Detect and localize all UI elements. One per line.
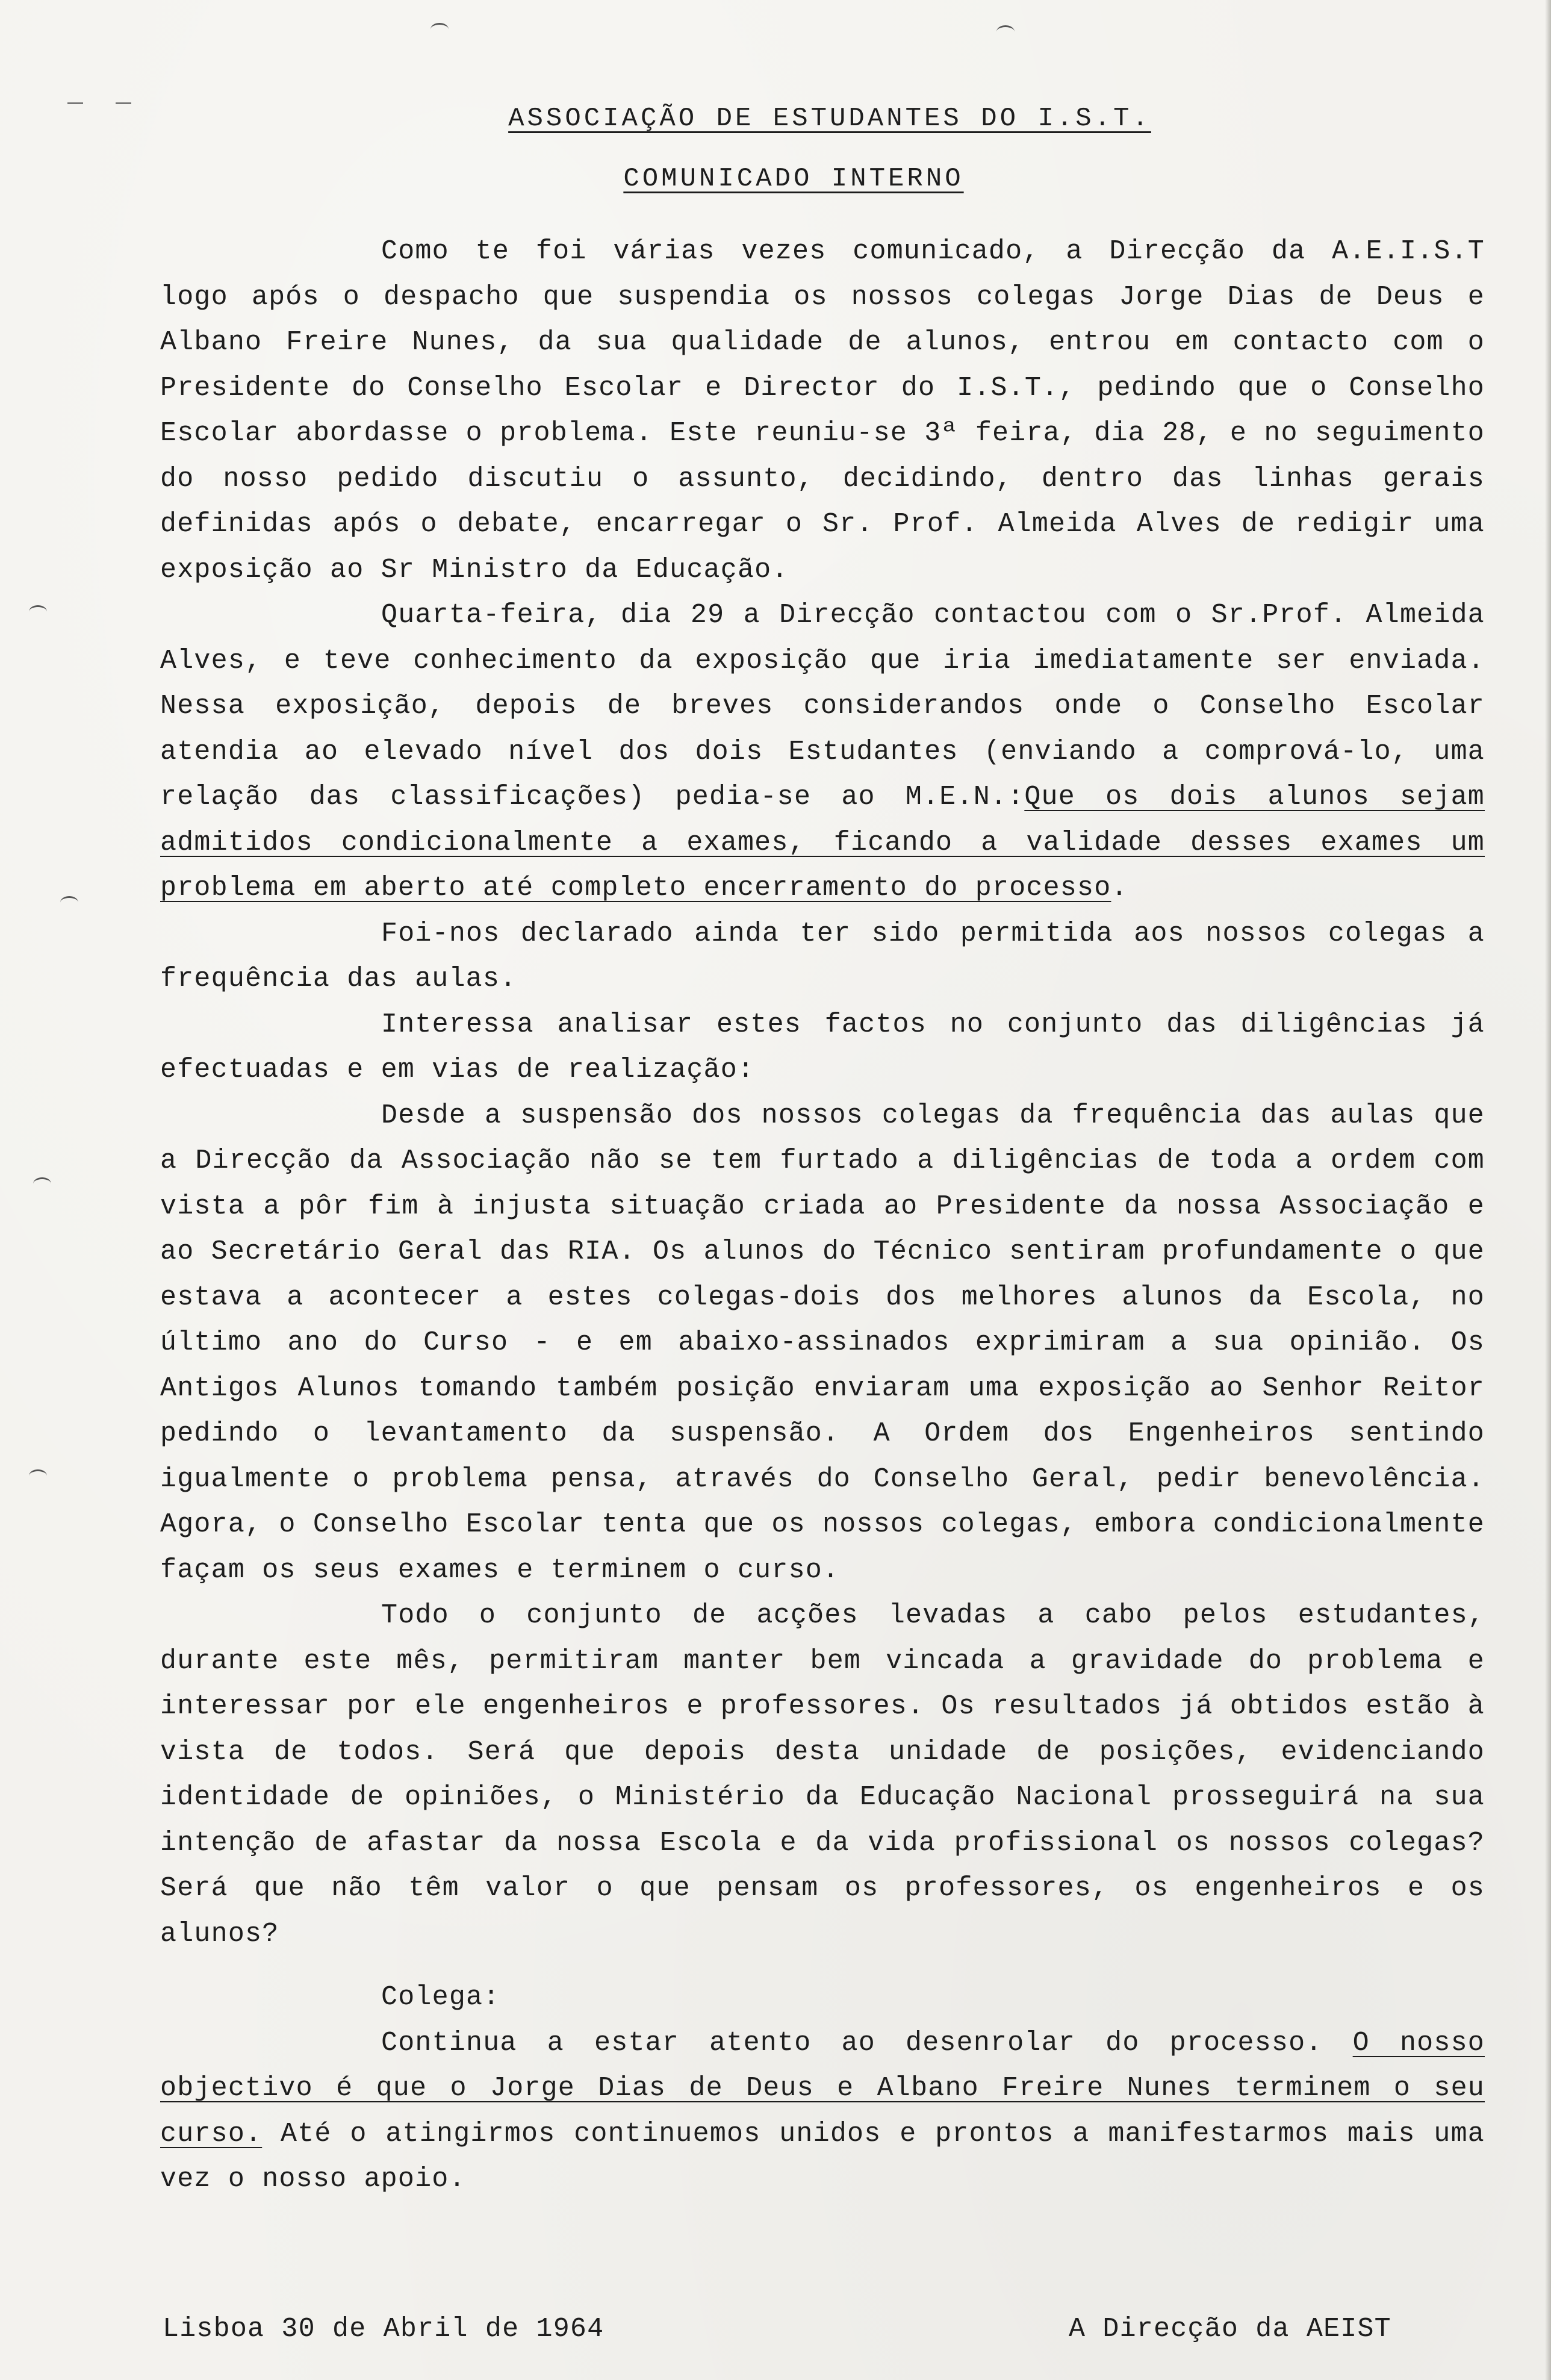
paragraph-7-lead: Continua a estar atento ao desenrolar do processo. (381, 2027, 1323, 2058)
paragraph-7 (160, 2020, 1485, 2202)
document-body (160, 229, 1485, 2202)
paragraph-6: Todo o conjunto de acções levadas a cabo pelos estudantes, durante este mês, permitiram manter bem vincada a gravidade do problema e interessar por ele engenheiros e professores. Os resultados já obtidos estão à vista de todos. Será que depois desta unidade de posições, evidenciando identidade de opiniões, o Ministério da Educação Nacional prosseguirá na sua intenção de afastar da nossa Escola e da vida profissional os nossos colegas? Será que não têm valor o que pensam os professores, os engenheiros e os alunos? (160, 1600, 1485, 1949)
scan-mark (29, 605, 47, 618)
scan-mark (29, 1469, 47, 1482)
scan-mark (60, 896, 78, 909)
scan-mark (67, 102, 83, 104)
document-title: ASSOCIAÇÃO DE ESTUDANTES DO I.S.T. (508, 104, 1151, 134)
paragraph-2 (160, 593, 1485, 911)
paragraph-4: Interessa analisar estes factos no conjunto das diligências já efectuadas e em vias de realização: (160, 1009, 1485, 1085)
scan-mark (430, 23, 449, 36)
signature: A Direcção da AEIST (1069, 2314, 1391, 2344)
scan-mark (996, 25, 1015, 38)
paragraph-7-end: Até o atingirmos continuemos unidos e prontos a manifestarmos mais uma vez o nosso apoio. (160, 2118, 1485, 2195)
date-line: Lisboa 30 de Abril de 1964 (163, 2314, 605, 2344)
scan-mark (33, 1177, 51, 1190)
paragraph-5: Desde a suspensão dos nossos colegas da frequência das aulas que a Direcção da Associação não se tem furtado a diligências de toda a ordem com vista a pôr fim à injusta situação criada ao Presidente da nossa Associação e ao Secretário Geral das RIA. Os alunos do Técnico sentiram profundamente o que estava a acontecer a estes colegas-dois dos melhores alunos da Escola, no último ano do Curso - e em abaixo-assinados exprimiram a sua opinião. Os Antigos Alunos tomando também posição enviaram uma exposição ao Senhor Reitor pedindo o levantamento da suspensão. A Ordem dos Engenheiros sentindo igualmente o problema pensa, através do Conselho Geral, pedir benevolência. Agora, o Conselho Escolar tenta que os nossos colegas, embora condicionalmente façam os seus exames e terminem o curso. (160, 1100, 1485, 1586)
salutation: Colega: (381, 1982, 500, 2013)
paragraph-2-end: . (1111, 873, 1128, 903)
paragraph-2-underlined: Que os dois alunos sejam admitidos condicionalmente a exames, ficando a validade desses exames um problema em aberto até completo encerramento do processo (160, 782, 1485, 903)
page-edge-shadow (1545, 0, 1551, 2380)
paragraph-1: Como te foi várias vezes comunicado, a Direcção da A.E.I.S.T logo após o despacho que suspendia os nossos colegas Jorge Dias de Deus e Albano Freire Nunes, da sua qualidade de alunos, entrou em contacto com o Presidente do Conselho Escolar e Director do I.S.T., pedindo que o Conselho Escolar abordasse o problema. Este reuniu-se 3ª feira, dia 28, e no seguimento do nosso pedido discutiu o assunto, decidindo, dentro das linhas gerais definidas após o debate, encarregar o Sr. Prof. Almeida Alves de redigir uma exposição ao Sr Ministro da Educação. (160, 236, 1485, 585)
document-subtitle: COMUNICADO INTERNO (623, 164, 964, 194)
paragraph-7-underlined: O nosso objectivo é que o Jorge Dias de Deus e Albano Freire Nunes terminem o seu curso. (160, 2027, 1485, 2149)
paragraph-2-lead: Quarta-feira, dia 29 a Direcção contactou com o Sr.Prof. Almeida Alves, e teve conhecimento da exposição que iria imediatamente ser enviada. Nessa exposição, depois de breves considerandos onde o Conselho Escolar atendia ao elevado nível dos dois Estudantes (enviando a comprová-lo, uma relação das classificações) pedia-se ao M.E.N.: (160, 600, 1485, 812)
paragraph-3: Foi-nos declarado ainda ter sido permitida aos nossos colegas a frequência das aulas. (160, 918, 1485, 994)
scan-mark (116, 102, 131, 104)
